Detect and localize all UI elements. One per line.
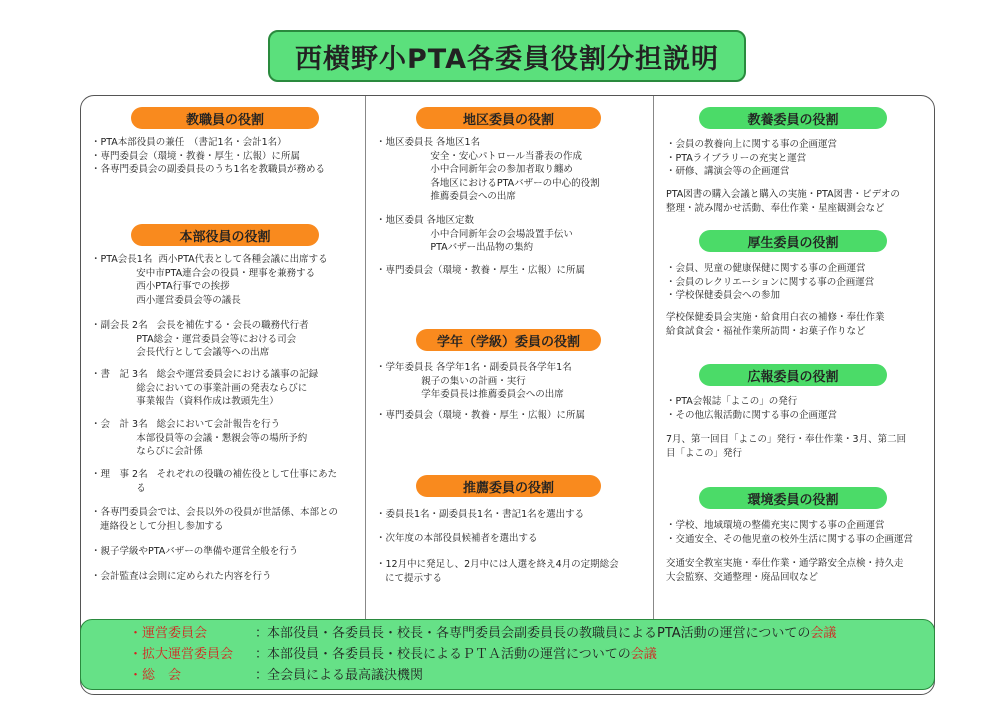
kosei-note xyxy=(666,311,885,338)
list-item: 目「よこの」発行 xyxy=(666,447,743,459)
list-item: 親子の集いの計画・実行 xyxy=(376,375,526,387)
roles-panel xyxy=(80,95,935,695)
meeting-desc-text: 全会員による最高議決機関 xyxy=(267,668,424,683)
heading-kankyo: 環境委員の役割 xyxy=(699,487,887,509)
list-item: ・学校保健委員会への参加 xyxy=(666,290,781,301)
kankyo-list xyxy=(666,519,913,546)
chiku-iin xyxy=(376,214,573,255)
list-item: ・次年度の本部役員候補者を選出する xyxy=(376,533,538,544)
koho-note xyxy=(666,433,906,460)
list-item: 総会においての事業計画の発表ならびに xyxy=(91,382,308,394)
heading-chiku: 地区委員の役割 xyxy=(416,107,601,129)
gakunen-iincho xyxy=(376,361,572,402)
kyoyo-list xyxy=(666,138,837,179)
list-item: ・その他広報活動に関する事の企画運営 xyxy=(666,409,838,421)
suisen-1 xyxy=(376,508,584,522)
list-item: ・12月中に発足し、2月中には人選を終え4月の定期総会 xyxy=(376,559,619,570)
heading-gakunen: 学年（学級）委員の役割 xyxy=(416,329,601,351)
honbu-kaikei xyxy=(91,418,307,459)
meeting-name: ・運営委員会 xyxy=(129,626,208,641)
list-item: ・地区委員長 各地区1名 xyxy=(376,137,481,148)
list-item: 各地区におけるPTAバザーの中心的役割 xyxy=(376,177,600,189)
list-item: 整理・読み聞かせ活動、奉仕作業・星座観測会など xyxy=(666,202,885,214)
meeting-name: ・総 会 xyxy=(129,668,182,683)
page-title: 西横野小PTA各委員役割分担説明 xyxy=(268,30,746,82)
list-item: 7月、第一回目「よこの」発行・奉仕作業・3月、第二回 xyxy=(666,434,907,445)
list-item: ならびに会計係 xyxy=(91,446,203,457)
list-item: ・PTA会報誌「よこの」の発行 xyxy=(666,396,798,407)
list-item: 交通安全教室実施・奉仕作業・通学路安全点検・持久走 xyxy=(666,558,904,569)
list-item: 連絡役として分担し参加する xyxy=(91,520,224,532)
list-item: ・学年委員長 各学年1名・副委員長各学年1名 xyxy=(376,362,572,373)
list-item: ・専門委員会（環境・教養・厚生・広報）に所属 xyxy=(91,150,301,162)
kyoyo-note xyxy=(666,188,900,215)
list-item: ・会計監査は会則に定められた内容を行う xyxy=(91,571,272,582)
honbu-kansa xyxy=(91,570,272,584)
list-item: PTAバザー出品物の集約 xyxy=(376,242,534,253)
meeting-row-unei xyxy=(129,623,836,644)
list-item: 給食試食会・福祉作業所訪問・お菓子作りなど xyxy=(666,325,866,337)
kankyo-note xyxy=(666,557,904,584)
heading-kyoyo: 教養委員の役割 xyxy=(699,107,887,129)
meeting-colon: ： xyxy=(255,647,269,662)
column-divider xyxy=(653,96,654,621)
meeting-name: ・拡大運営委員会 xyxy=(129,647,234,662)
list-item: にて提示する xyxy=(376,572,443,584)
list-item: ・委員長1名・副委員長1名・書記1名を選出する xyxy=(376,509,585,520)
heading-kyoshokuin: 教職員の役割 xyxy=(131,107,319,129)
kosei-list xyxy=(666,262,874,303)
list-item: 推薦委員会への出席 xyxy=(376,191,516,202)
meeting-desc xyxy=(267,665,423,686)
list-item: ・会 計 3名 総会において会計報告を行う xyxy=(91,419,281,430)
chiku-iincho xyxy=(376,136,600,204)
list-item: ・PTA本部役員の兼任 （書記1名・会計1名） xyxy=(91,137,287,148)
meetings-summary xyxy=(80,619,935,690)
kyoshokuin-list xyxy=(91,136,325,177)
meeting-desc-keyword: 会議 xyxy=(630,647,657,662)
column-divider xyxy=(365,96,366,621)
list-item: ・各専門委員会では、会長以外の役員が世話係、本部との xyxy=(91,507,339,518)
list-item: ・PTAライブラリーの充実と運営 xyxy=(666,152,807,164)
heading-honbu: 本部役員の役割 xyxy=(131,224,319,246)
meeting-colon: ： xyxy=(255,668,269,683)
list-item: PTA図書の購入会議と購入の実施・PTA図書・ビデオの xyxy=(666,189,900,200)
list-item: PTA総会・運営委員会等における司会 xyxy=(91,333,297,345)
list-item: ・専門委員会（環境・教養・厚生・広報）に所属 xyxy=(376,265,586,276)
list-item: ・書 記 3名 総会や運営委員会における議事の記録 xyxy=(91,369,319,380)
honbu-senmon xyxy=(91,506,338,533)
list-item: 安全・安心パトロール当番表の作成 xyxy=(376,150,582,162)
list-item: 安中市PTA連合会の役員・理事を兼務する xyxy=(91,267,316,279)
honbu-riji xyxy=(91,468,337,495)
list-item: 学校保健委員会実施・給食用白衣の補修・奉仕作業 xyxy=(666,312,885,323)
meeting-colon: ： xyxy=(255,626,269,641)
honbu-fukukaicho xyxy=(91,319,309,360)
list-item: 小中合同新年会の参加者取り纏め xyxy=(376,164,573,175)
list-item: ・理 事 2名 それぞれの役職の補佐役として仕事にあた xyxy=(91,469,338,480)
honbu-shoki xyxy=(91,368,318,409)
heading-kosei: 厚生委員の役割 xyxy=(699,230,887,252)
list-item: ・各専門委員会の副委員長のうち1名を教職員が務める xyxy=(91,164,326,175)
heading-suisen: 推薦委員の役割 xyxy=(416,475,601,497)
suisen-2 xyxy=(376,532,538,546)
list-item: ・学校、地域環境の整備充実に関する事の企画運営 xyxy=(666,520,885,531)
list-item: る xyxy=(91,482,146,494)
list-item: ・専門委員会（環境・教養・厚生・広報）に所属 xyxy=(376,410,586,421)
chiku-senmon xyxy=(376,264,585,278)
list-item: 小中合同新年会の会場設置手伝い xyxy=(376,228,573,240)
gakunen-senmon xyxy=(376,409,585,423)
heading-koho: 広報委員の役割 xyxy=(699,364,887,386)
meeting-row-sokai xyxy=(129,665,423,686)
list-item: ・研修、講演会等の企画運営 xyxy=(666,166,790,177)
meeting-desc xyxy=(267,623,836,644)
list-item: ・PTA会長1名 西小PTA代表として各種会議に出席する xyxy=(91,254,328,265)
list-item: 学年委員長は推薦委員会への出席 xyxy=(376,389,564,400)
honbu-kaicho xyxy=(91,253,328,307)
list-item: 本部役員等の会議・懇親会等の場所予約 xyxy=(91,432,308,444)
list-item: 西小PTA行事での挨拶 xyxy=(91,281,230,292)
list-item: ・副会長 2名 会長を補佐する・会長の職務代行者 xyxy=(91,320,309,331)
meeting-desc-text: 本部役員・各委員長・校長によるＰＴＡ活動の運営についての xyxy=(267,647,631,662)
list-item: ・地区委員 各地区定数 xyxy=(376,215,475,226)
list-item: ・会員、児童の健康保健に関する事の企画運営 xyxy=(666,263,866,274)
list-item: ・会員のレクリエーションに関する事の企画運営 xyxy=(666,276,875,288)
list-item: 西小運営委員会等の議長 xyxy=(91,294,241,306)
meeting-desc-keyword: 会議 xyxy=(810,626,837,641)
list-item: 事業報告（資料作成は教頭先生） xyxy=(91,396,279,407)
list-item: ・会員の教養向上に関する事の企画運営 xyxy=(666,139,838,150)
list-item: 会長代行として会議等への出席 xyxy=(91,347,270,358)
list-item: ・親子学級やPTAバザーの準備や運営全般を行う xyxy=(91,546,299,557)
list-item: ・交通安全、その他児童の校外生活に関する事の企画運営 xyxy=(666,533,914,545)
koho-list xyxy=(666,395,837,422)
list-item: 大会監察、交通整理・廃品回収など xyxy=(666,571,819,583)
suisen-3 xyxy=(376,558,619,585)
honbu-bazaar xyxy=(91,545,298,559)
meeting-row-kakudai xyxy=(129,644,657,665)
meeting-desc xyxy=(267,644,657,665)
meeting-desc-text: 本部役員・各委員長・校長・各専門委員会副委員長の教職員によるPTA活動の運営についての xyxy=(267,626,811,641)
